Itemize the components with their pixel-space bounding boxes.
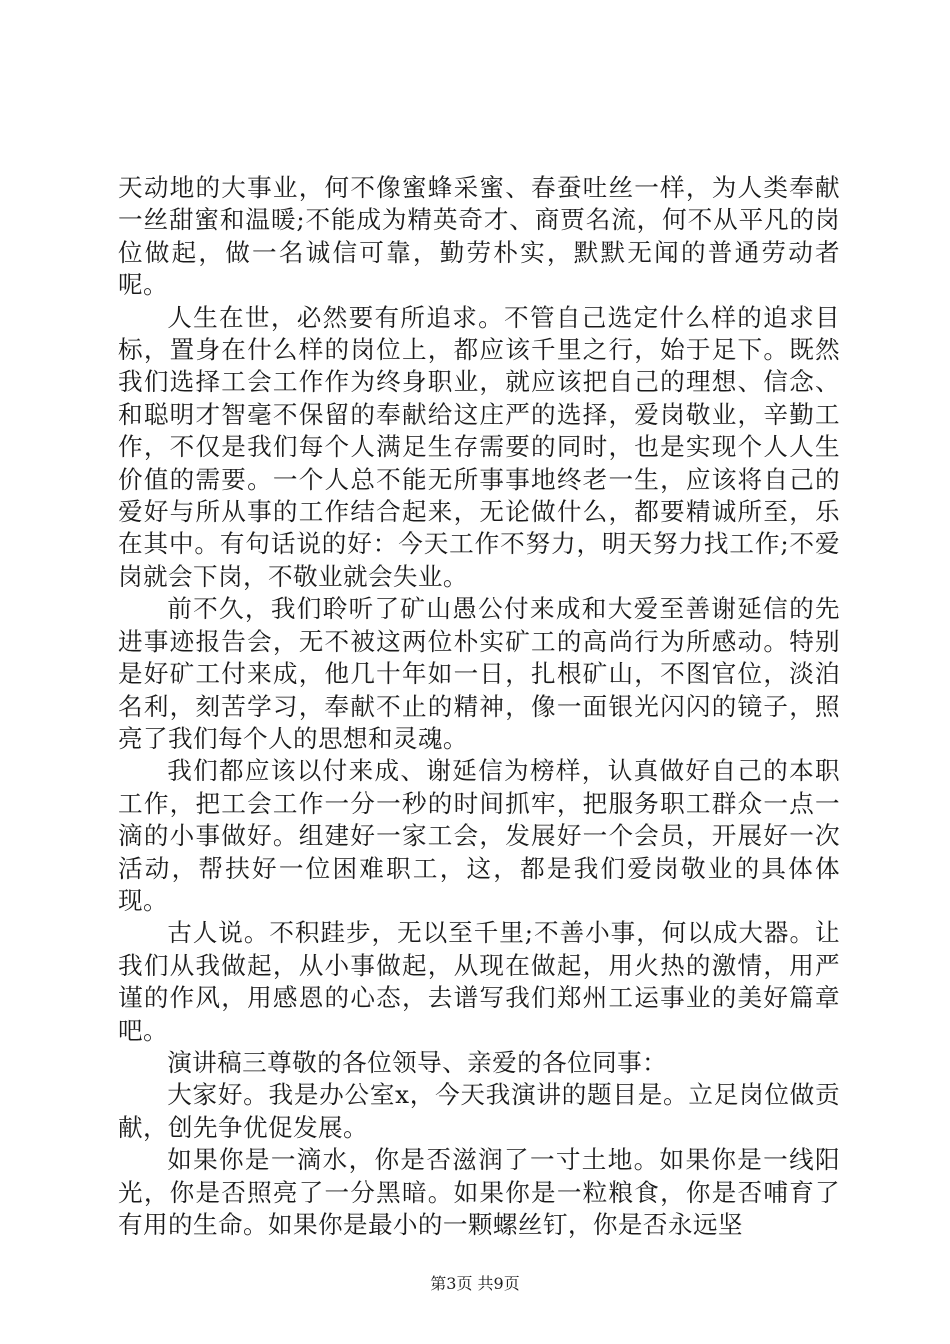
paragraph-8: 如果你是一滴水，你是否滋润了一寸土地。如果你是一线阳光，你是否照亮了一分黑暗。如果你是一粒粮食，你是否哺育了有用的生命。如果你是最小的一颗螺丝钉，你是否永远坚 [118, 1145, 840, 1239]
page-number-footer: 第3页 共9页 [430, 1274, 520, 1293]
paragraph-7: 大家好。我是办公室x，今天我演讲的题目是。立足岗位做贡献，创先争优促发展。 [118, 1080, 840, 1142]
paragraph-2: 人生在世，必然要有所追求。不管自己选定什么样的追求目标，置身在什么样的岗位上，都应该千里之行，始于足下。既然我们选择工会工作作为终身职业，就应该把自己的理想、信念、和聪明才智毫不保留的奉献给这庄严的选择，爱岗敬业，辛勤工作，不仅是我们每个人满足生存需要的同时，也是实现个人人生价值的需要。一个人总不能无所事事地终老一生，应该将自己的爱好与所从事的工作结合起来，无论做什么，都要精诚所至，乐在其中。有句话说的好：今天工作不努力，明天努力找工作;不爱岗就会下岗，不敬业就会失业。 [118, 302, 840, 591]
paragraph-4: 我们都应该以付来成、谢延信为榜样，认真做好自己的本职工作，把工会工作一分一秒的时间抓牢，把服务职工群众一点一滴的小事做好。组建好一家工会，发展好一个会员，开展好一次活动，帮扶好一位困难职工，这，都是我们爱岗敬业的具体体现。 [118, 756, 840, 915]
paragraph-5: 古人说。不积跬步，无以至千里;不善小事，何以成大器。让我们从我做起，从小事做起，从现在做起，用火热的激情，用严谨的作风，用感恩的心态，去谱写我们郑州工运事业的美好篇章吧。 [118, 918, 840, 1045]
paragraph-1: 天动地的大事业，何不像蜜蜂采蜜、春蚕吐丝一样，为人类奉献一丝甜蜜和温暖;不能成为精英奇才、商贾名流，何不从平凡的岗位做起，做一名诚信可靠，勤劳朴实，默默无闻的普通劳动者呢。 [118, 173, 840, 300]
document-body [118, 172, 840, 1241]
paragraph-6: 演讲稿三尊敬的各位领导、亲爱的各位同事： [167, 1047, 668, 1077]
paragraph-3: 前不久，我们聆听了矿山愚公付来成和大爱至善谢延信的先进事迹报告会，无不被这两位朴实矿工的高尚行为所感动。特别是好矿工付来成，他几十年如一日，扎根矿山，不图官位，淡泊名利，刻苦学习，奉献不止的精神，像一面银光闪闪的镜子，照亮了我们每个人的思想和灵魂。 [118, 594, 840, 753]
